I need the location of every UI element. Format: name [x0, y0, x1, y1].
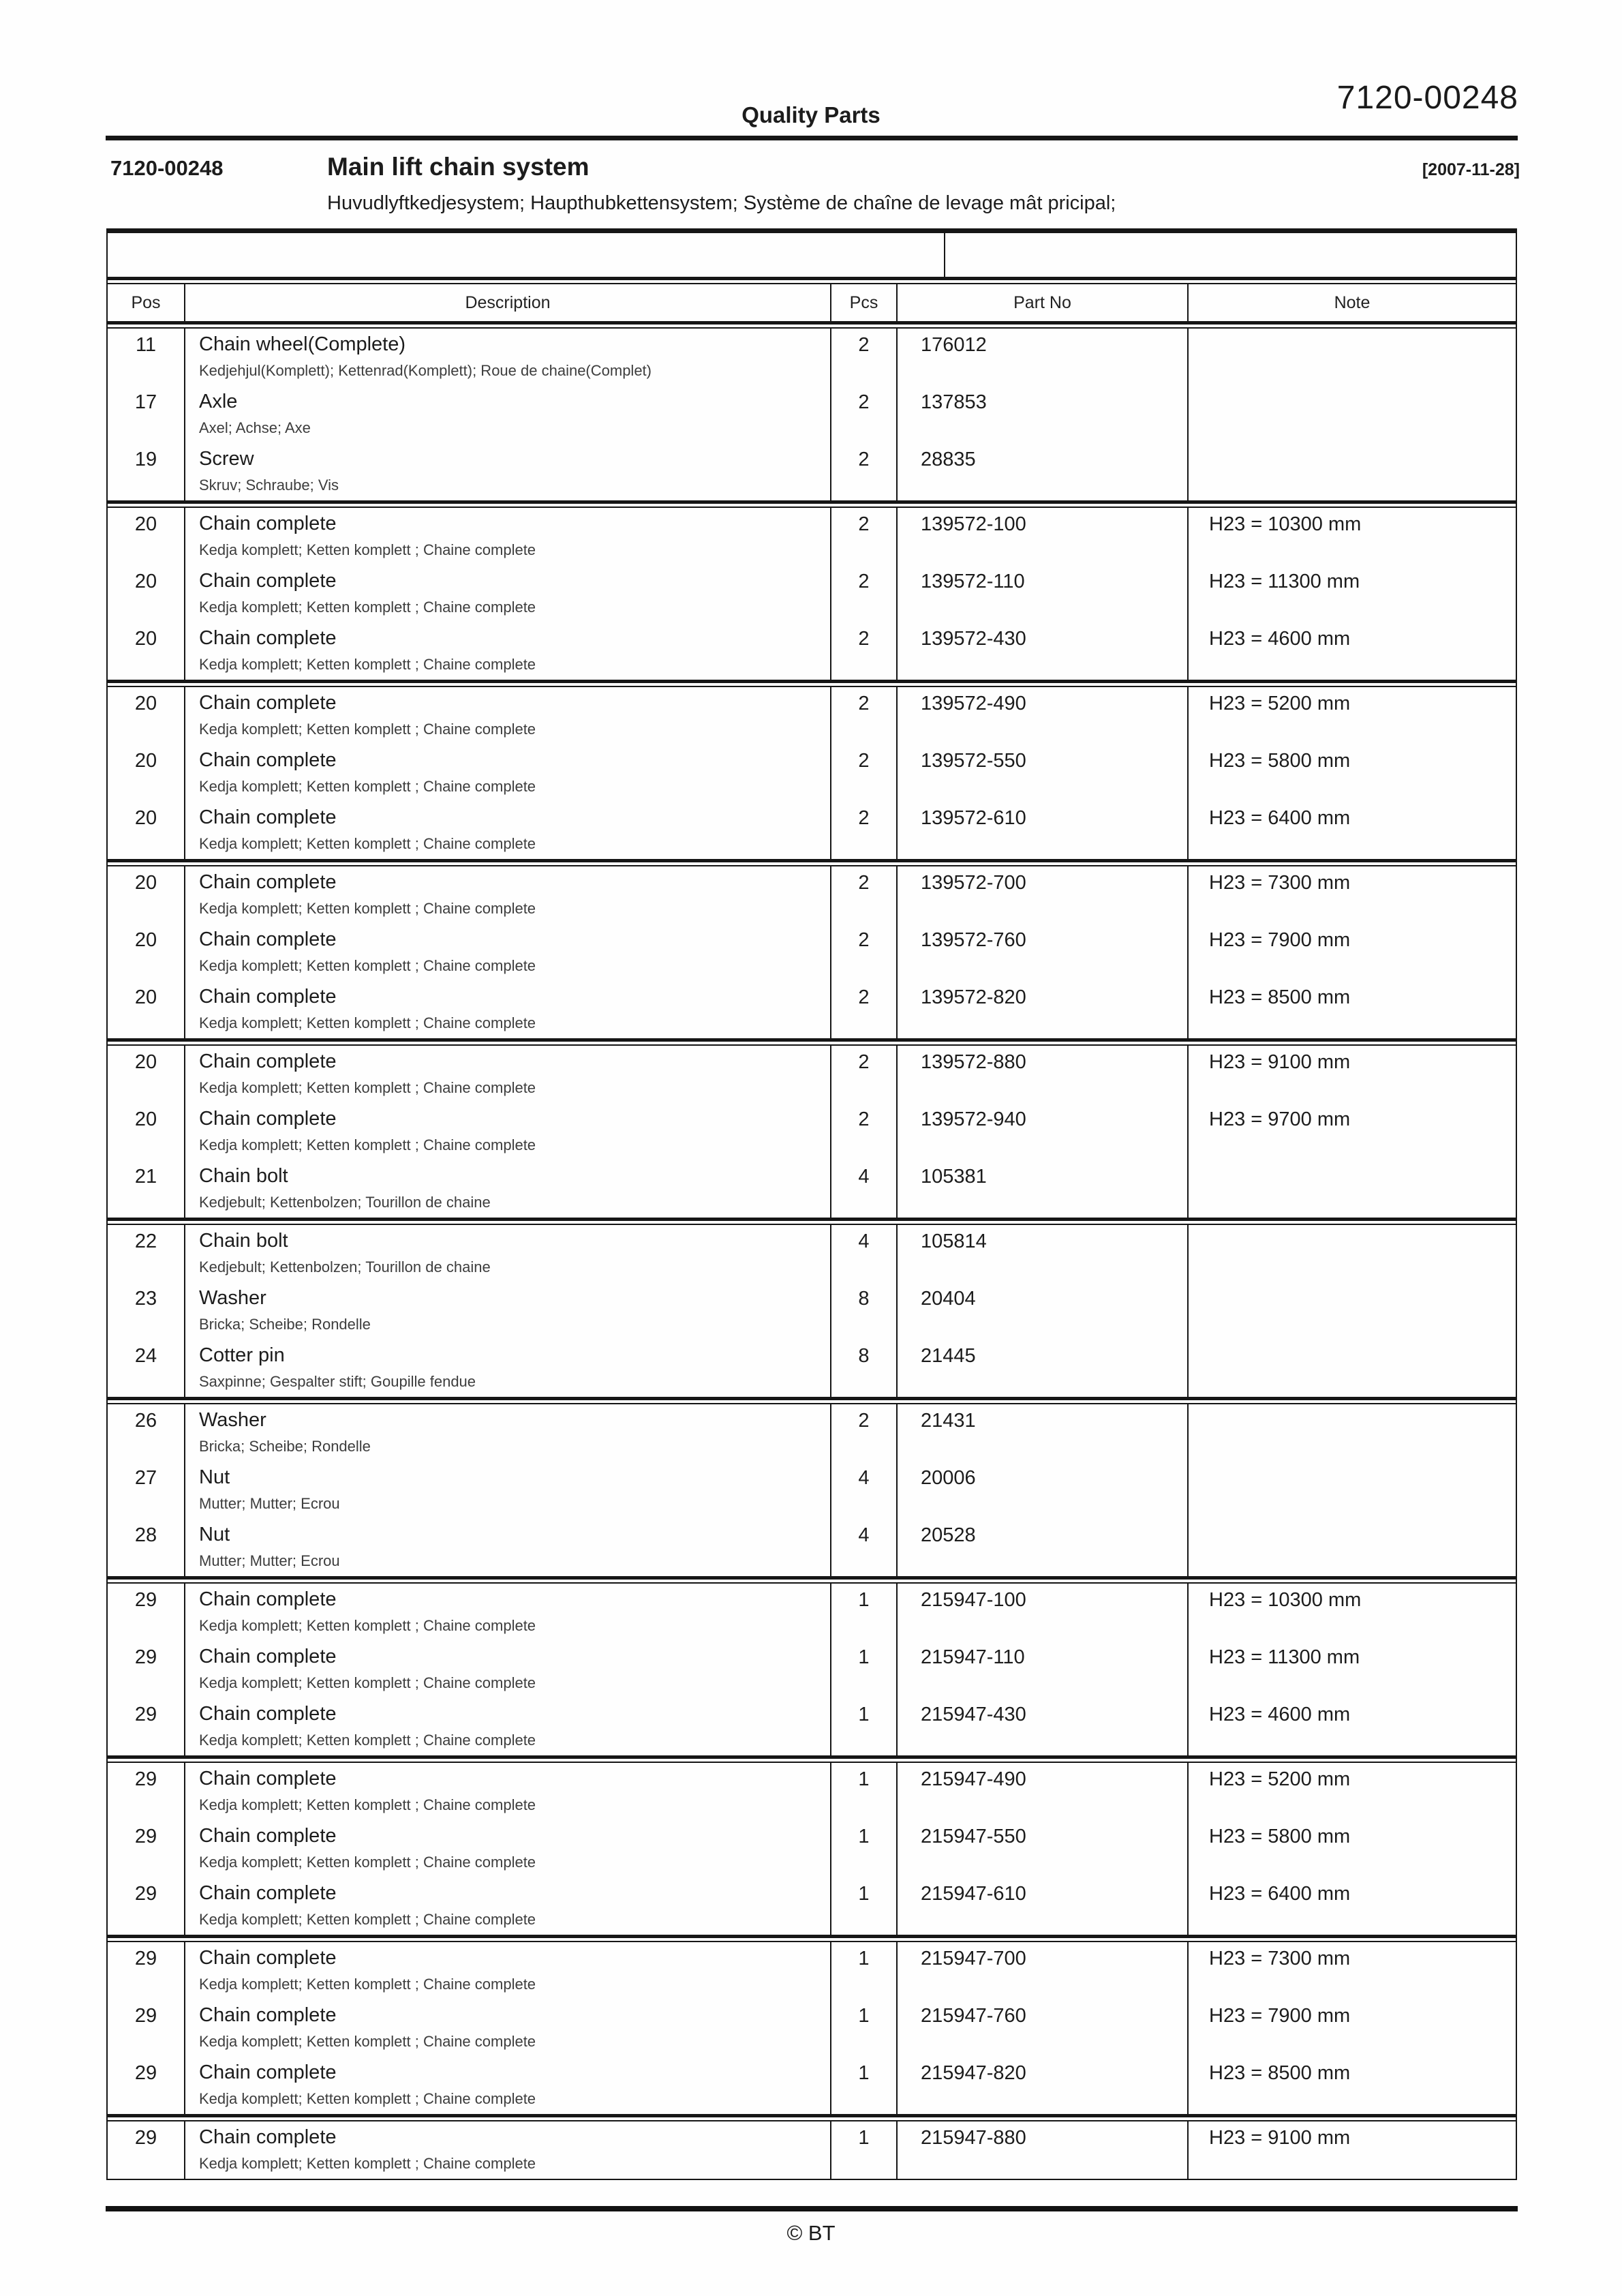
table-row: [108, 744, 1516, 802]
cell-partno: 139572-430: [896, 622, 1187, 680]
table-row: [108, 687, 1516, 744]
cell-pos: 20: [134, 750, 157, 772]
cell-description: [184, 508, 830, 565]
subtitle-translations: Huvudlyftkedjesystem; Haupthubkettensystem; Système de chaîne de levage mât pricipal;: [327, 192, 1116, 214]
description-main: Chain bolt: [199, 1230, 288, 1252]
cell-note: H23 = 10300 mm: [1187, 1584, 1516, 1641]
table-row: [108, 1103, 1516, 1160]
description-main: Chain complete: [199, 2004, 337, 2026]
cell-pcs: 1: [830, 1942, 896, 1999]
cell-pos: 29: [134, 2062, 157, 2084]
description-translations: Kedjehjul(Komplett); Kettenrad(Komplett); Roue de chaine(Complet): [199, 362, 652, 379]
description-main: Chain complete: [199, 692, 337, 714]
group-separator: [108, 1218, 1516, 1225]
cell-pcs: 1: [830, 1820, 896, 1877]
cell-description: [184, 687, 830, 744]
column-header-pos: Pos: [131, 292, 161, 312]
table-row: [108, 1160, 1516, 1218]
cell-partno: 139572-820: [896, 981, 1187, 1038]
parts-table: [106, 228, 1517, 2180]
cell-partno: 215947-100: [896, 1584, 1187, 1641]
cell-pcs: 2: [830, 622, 896, 680]
column-header-pcs: Pcs: [830, 284, 896, 321]
cell-pcs: 4: [830, 1225, 896, 1282]
group-separator: [108, 680, 1516, 687]
cell-note: H23 = 7900 mm: [1187, 924, 1516, 981]
cell-partno: 137853: [896, 386, 1187, 443]
table-row: [108, 386, 1516, 443]
cell-description: [184, 1046, 830, 1103]
cell-partno: 215947-820: [896, 2057, 1187, 2114]
cell-pcs: 2: [830, 508, 896, 565]
description-main: Screw: [199, 448, 254, 470]
description-main: Chain complete: [199, 1825, 337, 1847]
description-translations: Axel; Achse; Axe: [199, 419, 311, 436]
description-main: Chain complete: [199, 928, 337, 950]
cell-pos: 28: [134, 1524, 157, 1546]
cell-pcs: 2: [830, 565, 896, 622]
description-main: Chain complete: [199, 1768, 337, 1789]
group-separator: [108, 2114, 1516, 2121]
cell-description: [184, 386, 830, 443]
table-row: [108, 443, 1516, 500]
cell-description: [184, 329, 830, 386]
table-row: [108, 981, 1516, 1038]
description-main: Nut: [199, 1466, 230, 1488]
cell-note: H23 = 4600 mm: [1187, 1698, 1516, 1755]
description-translations: Kedja komplett; Ketten komplett ; Chaine complete: [199, 1911, 536, 1928]
group-separator: [108, 859, 1516, 866]
cell-note: H23 = 11300 mm: [1187, 1641, 1516, 1698]
cell-pcs: 2: [830, 1404, 896, 1462]
brand-header: Quality Parts: [741, 102, 881, 127]
cell-pcs: 1: [830, 1698, 896, 1755]
cell-note: [1187, 1282, 1516, 1340]
cell-note: H23 = 7300 mm: [1187, 1942, 1516, 1999]
cell-pos: 20: [134, 693, 157, 714]
cell-description: [184, 981, 830, 1038]
description-main: Washer: [199, 1409, 266, 1431]
description-translations: Bricka; Scheibe; Rondelle: [199, 1316, 371, 1333]
table-row: [108, 508, 1516, 565]
cell-pcs: 1: [830, 1763, 896, 1820]
description-translations: Kedja komplett; Ketten komplett ; Chaine complete: [199, 835, 536, 852]
header-separator: [108, 277, 1516, 284]
cell-description: [184, 1999, 830, 2057]
cell-pos: 27: [134, 1467, 157, 1489]
cell-partno: 20006: [896, 1462, 1187, 1519]
cell-pcs: 2: [830, 866, 896, 924]
cell-pcs: 1: [830, 1999, 896, 2057]
description-main: Chain wheel(Complete): [199, 333, 406, 355]
description-main: Axle: [199, 391, 238, 412]
description-main: Chain complete: [199, 749, 337, 771]
cell-pos: 22: [134, 1230, 157, 1252]
description-translations: Kedja komplett; Ketten komplett ; Chaine complete: [199, 656, 536, 673]
description-main: Chain complete: [199, 570, 337, 592]
cell-partno: 28835: [896, 443, 1187, 500]
cell-partno: 139572-880: [896, 1046, 1187, 1103]
description-translations: Mutter; Mutter; Ecrou: [199, 1552, 340, 1569]
cell-partno: 215947-110: [896, 1641, 1187, 1698]
cell-partno: 139572-610: [896, 802, 1187, 859]
cell-pcs: 2: [830, 981, 896, 1038]
description-translations: Kedja komplett; Ketten komplett ; Chaine complete: [199, 1732, 536, 1749]
cell-partno: 139572-760: [896, 924, 1187, 981]
cell-description: [184, 1225, 830, 1282]
table-row: [108, 1820, 1516, 1877]
description-translations: Kedja komplett; Ketten komplett ; Chaine complete: [199, 541, 536, 558]
cell-partno: 21431: [896, 1404, 1187, 1462]
cell-note: H23 = 5800 mm: [1187, 1820, 1516, 1877]
description-main: Chain complete: [199, 513, 337, 534]
cell-pos: 29: [134, 2127, 157, 2149]
cell-partno: 139572-700: [896, 866, 1187, 924]
cell-note: [1187, 1160, 1516, 1218]
table-row: [108, 329, 1516, 386]
description-main: Chain complete: [199, 1051, 337, 1072]
description-translations: Kedja komplett; Ketten komplett ; Chaine complete: [199, 1674, 536, 1691]
footer-rule: [106, 2206, 1518, 2211]
cell-pos: 20: [134, 571, 157, 592]
group-separator: [108, 1576, 1516, 1584]
table-row: [108, 1225, 1516, 1282]
table-row: [108, 1877, 1516, 1935]
cell-description: [184, 1462, 830, 1519]
cell-description: [184, 622, 830, 680]
cell-description: [184, 1820, 830, 1877]
cell-note: H23 = 9100 mm: [1187, 1046, 1516, 1103]
cell-pcs: 4: [830, 1160, 896, 1218]
cell-partno: 139572-550: [896, 744, 1187, 802]
cell-partno: 215947-700: [896, 1942, 1187, 1999]
group-separator: [108, 1397, 1516, 1404]
cell-pcs: 2: [830, 443, 896, 500]
cell-description: [184, 443, 830, 500]
cell-pcs: 2: [830, 802, 896, 859]
cell-pos: 20: [134, 1051, 157, 1073]
cell-pos: 20: [134, 986, 157, 1008]
cell-note: [1187, 443, 1516, 500]
table-row: [108, 1641, 1516, 1698]
cell-description: [184, 924, 830, 981]
cell-partno: 215947-490: [896, 1763, 1187, 1820]
title-row: [110, 153, 1520, 181]
cell-description: [184, 1763, 830, 1820]
cell-partno: 139572-110: [896, 565, 1187, 622]
cell-pcs: 1: [830, 1877, 896, 1935]
description-main: Chain complete: [199, 1882, 337, 1904]
cell-note: [1187, 386, 1516, 443]
cell-pos: 23: [134, 1288, 157, 1310]
description-translations: Kedja komplett; Ketten komplett ; Chaine complete: [199, 1854, 536, 1871]
cell-description: [184, 1641, 830, 1698]
description-translations: Mutter; Mutter; Ecrou: [199, 1495, 340, 1512]
table-row: [108, 1698, 1516, 1755]
description-main: Chain complete: [199, 986, 337, 1008]
cell-pos: 20: [134, 872, 157, 894]
cell-pos: 17: [134, 391, 157, 413]
table-row: [108, 1999, 1516, 2057]
table-row: [108, 1519, 1516, 1576]
table-row: [108, 1046, 1516, 1103]
cell-description: [184, 1942, 830, 1999]
description-translations: Kedjebult; Kettenbolzen; Tourillon de chaine: [199, 1258, 491, 1275]
table-row: [108, 866, 1516, 924]
cell-pos: 29: [134, 1768, 157, 1790]
cell-pcs: 2: [830, 386, 896, 443]
cell-pos: 20: [134, 628, 157, 650]
cell-partno: 139572-100: [896, 508, 1187, 565]
cell-pos: 29: [134, 2005, 157, 2027]
cell-pcs: 2: [830, 744, 896, 802]
table-info-box: [108, 233, 1516, 277]
cell-partno: 105381: [896, 1160, 1187, 1218]
header-separator: [108, 321, 1516, 329]
column-header-note: Note: [1187, 284, 1516, 321]
cell-description: [184, 744, 830, 802]
description-main: Cotter pin: [199, 1344, 285, 1366]
cell-pos: 29: [134, 1589, 157, 1611]
description-translations: Kedja komplett; Ketten komplett ; Chaine complete: [199, 1136, 536, 1153]
cell-description: [184, 2121, 830, 2179]
cell-note: [1187, 1519, 1516, 1576]
page-title: Main lift chain system: [327, 153, 590, 181]
cell-note: [1187, 329, 1516, 386]
cell-description: [184, 1282, 830, 1340]
cell-partno: 215947-880: [896, 2121, 1187, 2179]
column-header-partno: Part No: [896, 284, 1187, 321]
description-main: Chain complete: [199, 871, 337, 893]
description-translations: Kedja komplett; Ketten komplett ; Chaine complete: [199, 721, 536, 738]
description-main: Chain complete: [199, 2061, 337, 2083]
table-row: [108, 1282, 1516, 1340]
cell-partno: 20404: [896, 1282, 1187, 1340]
cell-partno: 215947-550: [896, 1820, 1187, 1877]
cell-description: [184, 802, 830, 859]
revision-date: [2007-11-28]: [1422, 160, 1520, 179]
column-header-description: Description: [184, 284, 830, 321]
table-row: [108, 924, 1516, 981]
cell-note: H23 = 6400 mm: [1187, 1877, 1516, 1935]
cell-pos: 29: [134, 1646, 157, 1668]
description-translations: Kedja komplett; Ketten komplett ; Chaine complete: [199, 2155, 536, 2172]
table-body: [108, 329, 1516, 2179]
cell-description: [184, 1519, 830, 1576]
table-row: [108, 1340, 1516, 1397]
cell-note: H23 = 5200 mm: [1187, 1763, 1516, 1820]
title-number: 7120-00248: [110, 156, 224, 180]
table-row: [108, 2121, 1516, 2179]
cell-note: H23 = 9700 mm: [1187, 1103, 1516, 1160]
cell-pos: 24: [134, 1345, 157, 1367]
description-main: Washer: [199, 1287, 266, 1309]
description-translations: Saxpinne; Gespalter stift; Goupille fendue: [199, 1373, 476, 1390]
cell-pcs: 8: [830, 1282, 896, 1340]
description-translations: Skruv; Schraube; Vis: [199, 477, 339, 494]
cell-pcs: 1: [830, 2121, 896, 2179]
cell-note: H23 = 8500 mm: [1187, 2057, 1516, 2114]
doc-number-header: 7120-00248: [1336, 80, 1518, 116]
cell-pcs: 4: [830, 1519, 896, 1576]
cell-partno: 20528: [896, 1519, 1187, 1576]
cell-note: H23 = 4600 mm: [1187, 622, 1516, 680]
header-rule: [106, 136, 1518, 140]
cell-pos: 21: [134, 1166, 157, 1188]
cell-description: [184, 1160, 830, 1218]
cell-note: H23 = 6400 mm: [1187, 802, 1516, 859]
cell-pcs: 2: [830, 687, 896, 744]
cell-pos: 20: [134, 513, 157, 535]
cell-pos: 20: [134, 929, 157, 951]
group-separator: [108, 1935, 1516, 1942]
cell-pcs: 4: [830, 1462, 896, 1519]
description-translations: Kedja komplett; Ketten komplett ; Chaine complete: [199, 1079, 536, 1096]
cell-description: [184, 2057, 830, 2114]
cell-description: [184, 565, 830, 622]
cell-pcs: 1: [830, 1641, 896, 1698]
cell-description: [184, 866, 830, 924]
cell-note: [1187, 1340, 1516, 1397]
cell-note: H23 = 11300 mm: [1187, 565, 1516, 622]
cell-note: H23 = 5200 mm: [1187, 687, 1516, 744]
description-main: Chain complete: [199, 1108, 337, 1130]
cell-note: H23 = 8500 mm: [1187, 981, 1516, 1038]
cell-note: [1187, 1225, 1516, 1282]
cell-note: H23 = 5800 mm: [1187, 744, 1516, 802]
cell-note: H23 = 10300 mm: [1187, 508, 1516, 565]
description-translations: Kedja komplett; Ketten komplett ; Chaine complete: [199, 778, 536, 795]
cell-pos: 20: [134, 1108, 157, 1130]
cell-pcs: 2: [830, 924, 896, 981]
cell-description: [184, 1340, 830, 1397]
description-main: Chain complete: [199, 1703, 337, 1725]
table-row: [108, 565, 1516, 622]
description-main: Chain complete: [199, 627, 337, 649]
cell-description: [184, 1103, 830, 1160]
cell-pos: 19: [134, 449, 157, 470]
table-row: [108, 1584, 1516, 1641]
info-box-divider: [944, 233, 945, 277]
description-main: Chain complete: [199, 1588, 337, 1610]
footer-copyright: © BT: [786, 2221, 836, 2245]
cell-pcs: 2: [830, 1103, 896, 1160]
cell-pcs: 8: [830, 1340, 896, 1397]
cell-partno: 21445: [896, 1340, 1187, 1397]
description-translations: Kedja komplett; Ketten komplett ; Chaine complete: [199, 1014, 536, 1031]
cell-note: H23 = 9100 mm: [1187, 2121, 1516, 2179]
description-main: Nut: [199, 1524, 230, 1545]
table-row: [108, 1462, 1516, 1519]
cell-pos: 29: [134, 1948, 157, 1969]
table-row: [108, 802, 1516, 859]
cell-note: [1187, 1404, 1516, 1462]
cell-note: H23 = 7300 mm: [1187, 866, 1516, 924]
table-row: [108, 1763, 1516, 1820]
cell-pos: 11: [135, 334, 157, 356]
table-row: [108, 1404, 1516, 1462]
cell-description: [184, 1404, 830, 1462]
cell-pcs: 1: [830, 2057, 896, 2114]
description-translations: Kedja komplett; Ketten komplett ; Chaine complete: [199, 2033, 536, 2050]
description-translations: Kedja komplett; Ketten komplett ; Chaine complete: [199, 1796, 536, 1813]
table-row: [108, 2057, 1516, 2114]
cell-partno: 176012: [896, 329, 1187, 386]
description-translations: Kedja komplett; Ketten komplett ; Chaine complete: [199, 599, 536, 616]
cell-description: [184, 1877, 830, 1935]
description-translations: Kedjebult; Kettenbolzen; Tourillon de chaine: [199, 1194, 491, 1211]
cell-pos: 29: [134, 1826, 157, 1847]
cell-pcs: 2: [830, 1046, 896, 1103]
cell-partno: 139572-940: [896, 1103, 1187, 1160]
description-translations: Kedja komplett; Ketten komplett ; Chaine complete: [199, 2090, 536, 2107]
description-translations: Kedja komplett; Ketten komplett ; Chaine complete: [199, 957, 536, 974]
cell-note: [1187, 1462, 1516, 1519]
cell-description: [184, 1698, 830, 1755]
description-translations: Bricka; Scheibe; Rondelle: [199, 1438, 371, 1455]
description-translations: Kedja komplett; Ketten komplett ; Chaine complete: [199, 1976, 536, 1993]
cell-partno: 105814: [896, 1225, 1187, 1282]
table-row: [108, 1942, 1516, 1999]
table-row: [108, 622, 1516, 680]
cell-partno: 139572-490: [896, 687, 1187, 744]
group-separator: [108, 1038, 1516, 1046]
description-translations: Kedja komplett; Ketten komplett ; Chaine complete: [199, 900, 536, 917]
cell-partno: 215947-610: [896, 1877, 1187, 1935]
description-main: Chain bolt: [199, 1165, 288, 1187]
cell-description: [184, 1584, 830, 1641]
cell-pos: 20: [134, 807, 157, 829]
cell-pos: 26: [134, 1410, 157, 1432]
cell-pcs: 1: [830, 1584, 896, 1641]
cell-partno: 215947-760: [896, 1999, 1187, 2057]
description-main: Chain complete: [199, 1947, 337, 1969]
table-header-row: [108, 284, 1516, 321]
description-main: Chain complete: [199, 806, 337, 828]
cell-note: H23 = 7900 mm: [1187, 1999, 1516, 2057]
cell-partno: 215947-430: [896, 1698, 1187, 1755]
description-translations: Kedja komplett; Ketten komplett ; Chaine complete: [199, 1617, 536, 1634]
cell-pos: 29: [134, 1704, 157, 1725]
cell-pos: 29: [134, 1883, 157, 1905]
description-main: Chain complete: [199, 2126, 337, 2148]
group-separator: [108, 1755, 1516, 1763]
description-main: Chain complete: [199, 1646, 337, 1667]
group-separator: [108, 500, 1516, 508]
cell-pcs: 2: [830, 329, 896, 386]
